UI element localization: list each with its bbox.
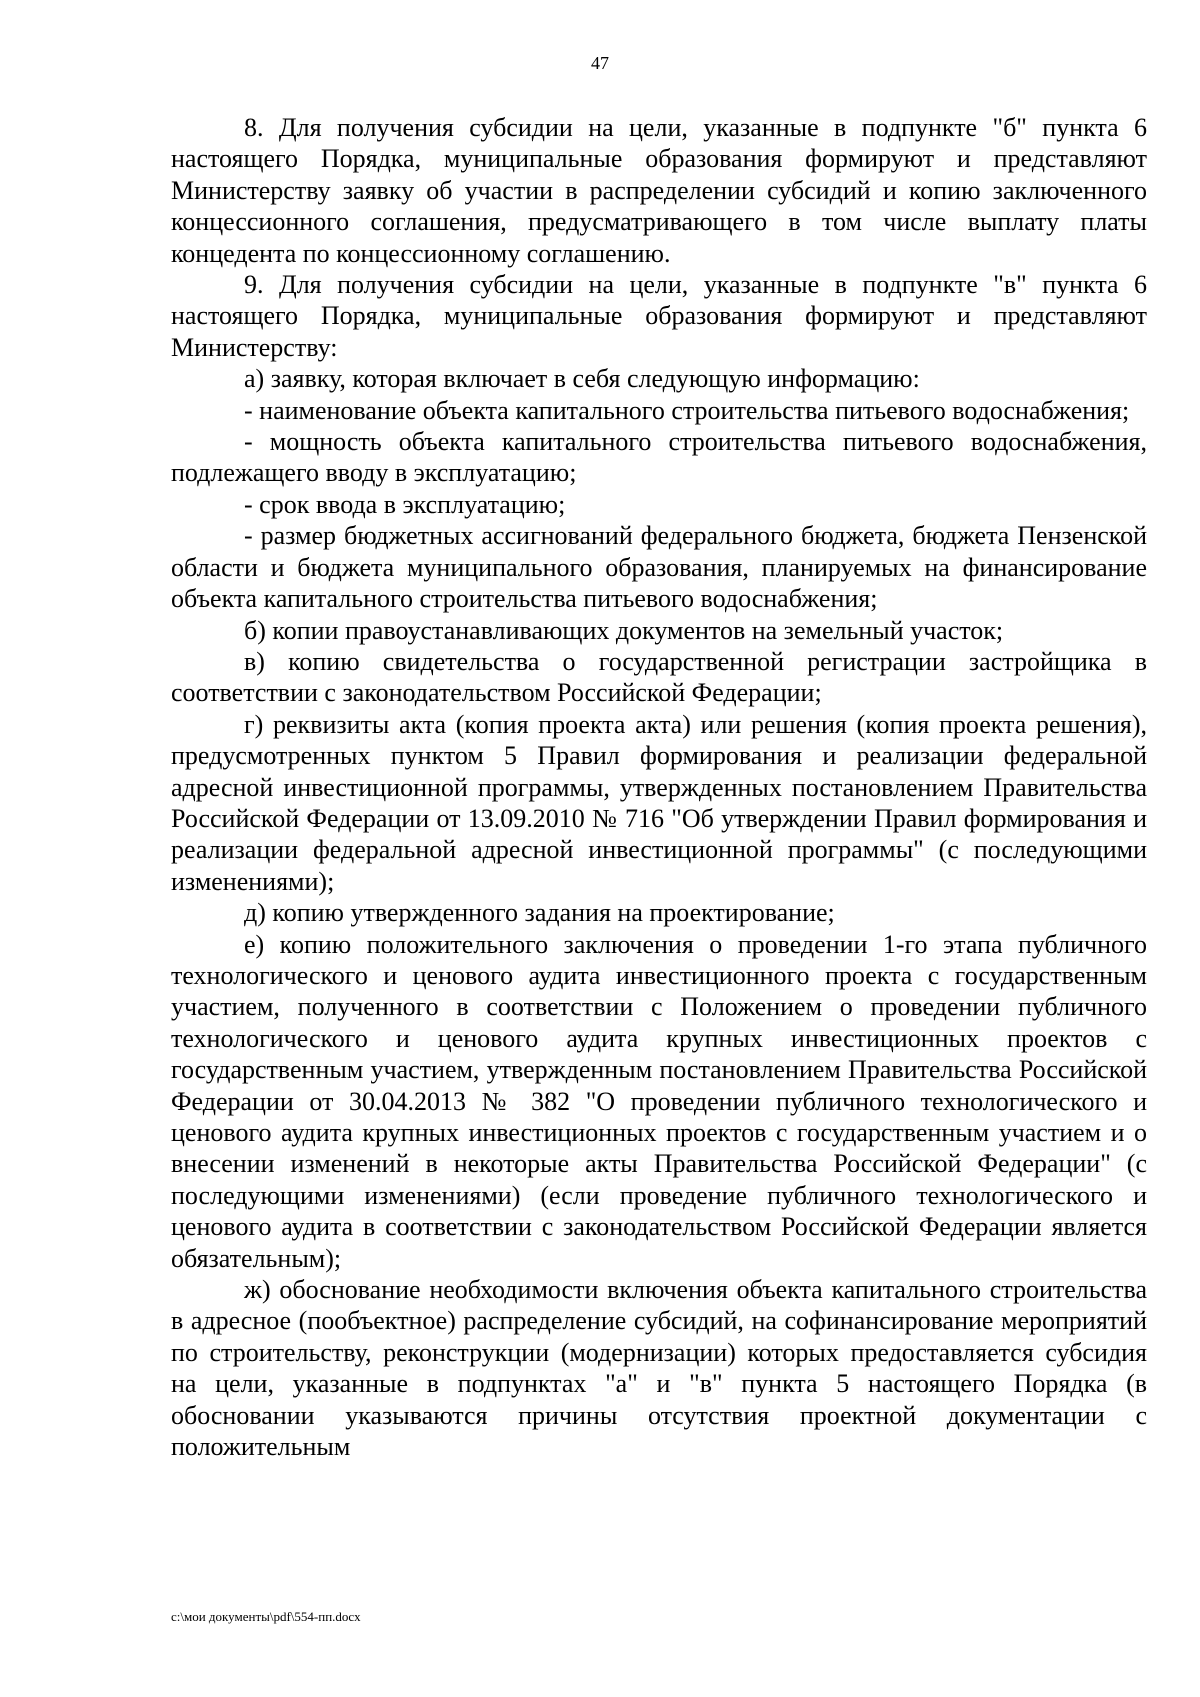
- document-body: [171, 112, 1147, 1462]
- item-a-commissioning-date: - срок ввода в эксплуатацию;: [244, 489, 566, 519]
- item-a-object-name: - наименование объекта капитального строительства питьевого водоснабжения;: [244, 395, 1130, 425]
- page-number: 47: [591, 53, 609, 73]
- item-g: г) реквизиты акта (копия проекта акта) или решения (копия проекта решения), предусмотренных пунктом 5 Правил формирования и реализации федеральной адресной инвестиционной программы, утвержденных постановлением Правительства Российской Федерации от 13.09.2010 № 716 "Об утверждении Правил формирования и реализации федеральной адресной инвестиционной программы" (с последующими изменениями);: [171, 709, 1147, 896]
- footer-file-path: с:\мои документы\pdf\554-пп.docx: [171, 1609, 361, 1624]
- item-a-capacity: - мощность объекта капитального строительства питьевого водоснабжения, подлежащего вводу в эксплуатацию;: [171, 427, 1147, 488]
- item-a-budget-amount: - размер бюджетных ассигнований федерального бюджета, бюджета Пензенской области и бюджета муниципального образования, планируемых на финансирование объекта капитального строительства питьевого водоснабжения;: [171, 521, 1147, 614]
- item-e: е) копию положительного заключения о проведении 1-го этапа публичного технологического и ценового аудита инвестиционного проекта с государственным участием, полученного в соответствии с Положением о проведении публичного технологического и ценового аудита крупных инвестиционных проектов с государственным участием, утвержденным постановлением Правительства Российской Федерации от 30.04.2013 № 382 "О проведении публичного технологического и ценового аудита крупных инвестиционных проектов с государственным участием и о внесении изменений в некоторые акты Правительства Российской Федерации" (с последующими изменениями) (если проведение публичного технологического и ценового аудита в соответствии с законодательством Российской Федерации является обязательным);: [171, 929, 1147, 1273]
- item-v: в) копию свидетельства о государственной регистрации застройщика в соответствии с законодательством Российской Федерации;: [171, 646, 1147, 708]
- paragraph-8: 8. Для получения субсидии на цели, указанные в подпункте "б" пункта 6 настоящего Порядка, муниципальные образования формируют и представляют Министерству заявку об участии в распределении субсидий и копию заключенного концессионного соглашения, предусматривающего в том числе выплату платы концедента по концессионному соглашению.: [171, 113, 1147, 268]
- item-zh: ж) обоснование необходимости включения объекта капитального строительства в адресное (пообъектное) распределение субсидий, на софинансирование мероприятий по строительству, реконструкции (модернизации) которых предоставляется субсидия на цели, указанные в подпунктах "а" и "в" пункта 5 настоящего Порядка (в обосновании указываются причины отсутствия проектной документации с положительным: [171, 1275, 1147, 1462]
- item-d: д) копию утвержденного задания на проектирование;: [244, 898, 835, 928]
- item-a: а) заявку, которая включает в себя следующую информацию:: [244, 364, 920, 394]
- paragraph-9: 9. Для получения субсидии на цели, указанные в подпункте "в" пункта 6 настоящего Порядка, муниципальные образования формируют и представляют Министерству:: [171, 270, 1147, 362]
- item-b: б) копии правоустанавливающих документов на земельный участок;: [244, 615, 1004, 645]
